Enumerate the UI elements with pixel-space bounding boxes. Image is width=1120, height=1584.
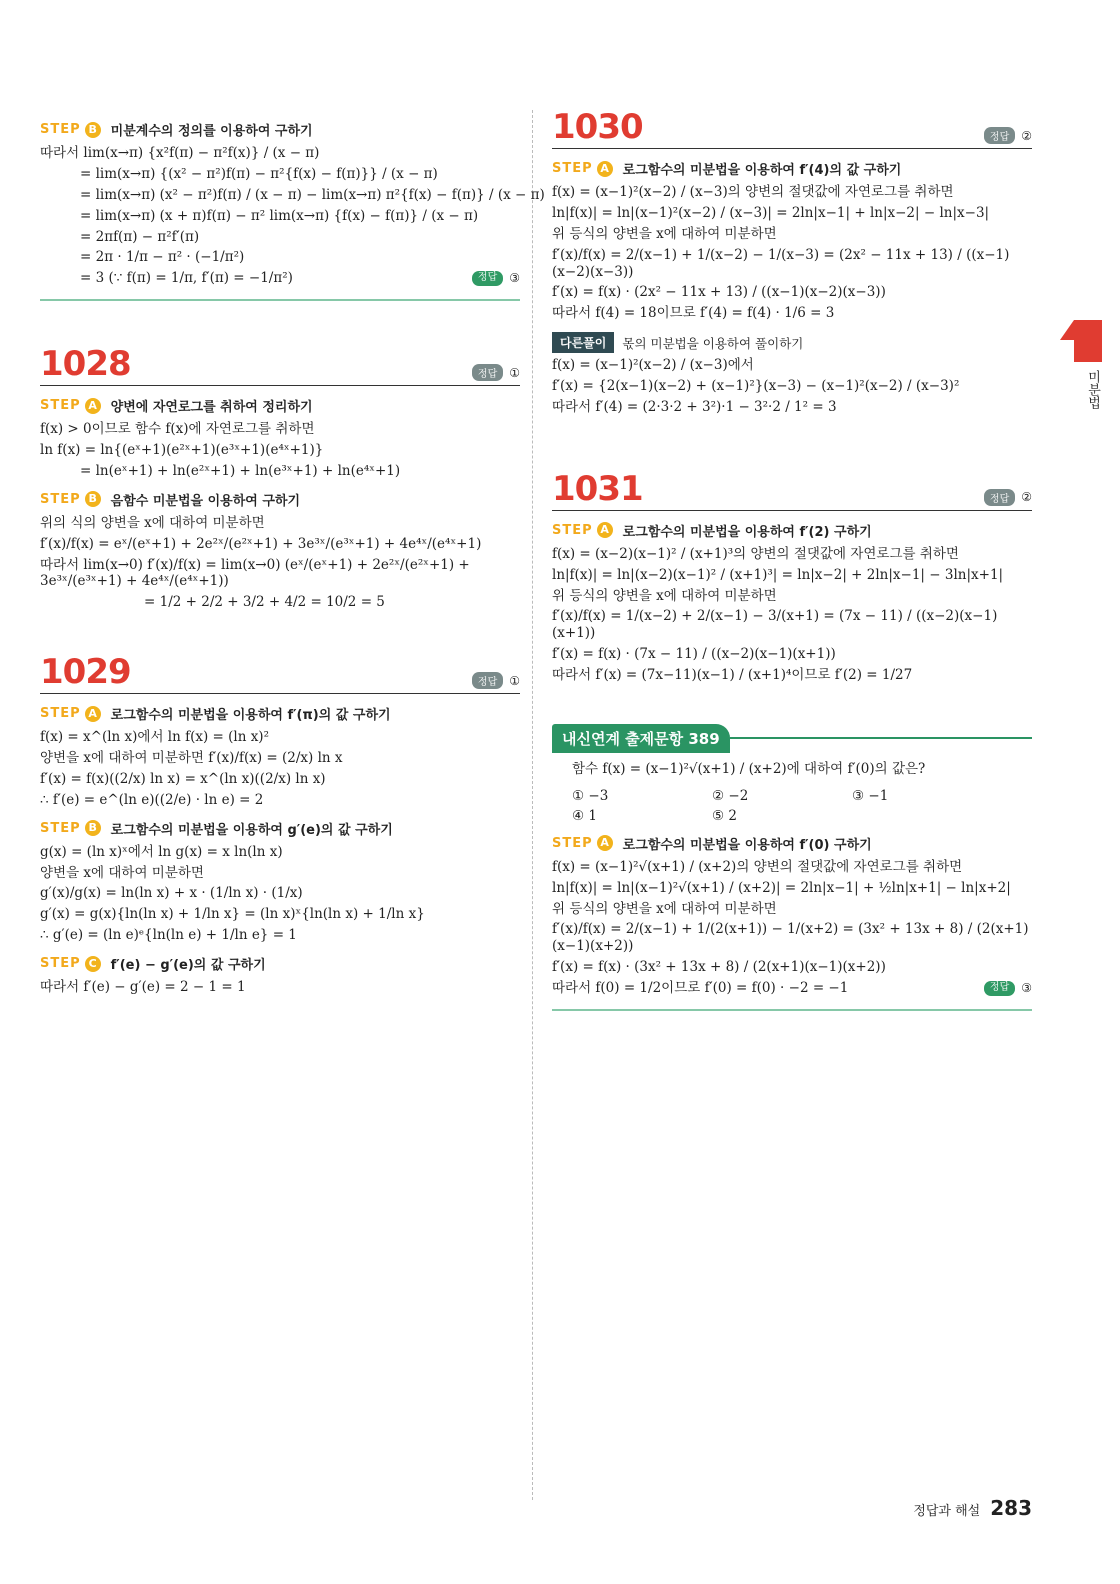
math-line: 따라서 lim(x→π) {x²f(π) − π²f(x)} / (x − π) <box>40 145 320 161</box>
math-line: 위 등식의 양변을 x에 대하여 미분하면 <box>552 900 777 917</box>
math-line: = lim(x→π) (x + π)f(π) − π² lim(x→π) {f(x) − f(π)} / (x − π) <box>80 207 479 224</box>
step-b-header: STEP B 로그함수의 미분법을 이용하여 g′(e)의 값 구하기 <box>40 820 393 838</box>
math-line: f(x) = (x−1)²(x−2) / (x−3)의 양변의 절댓값에 자연로그를 취하면 <box>552 184 954 200</box>
solution-1027-continued <box>40 120 545 301</box>
column-divider <box>532 110 533 1500</box>
problem-header <box>40 344 520 386</box>
math-line: f(x) = (x−1)²(x−2) / (x−3)에서 <box>552 357 754 374</box>
math-line: 위의 식의 양변을 x에 대하여 미분하면 <box>40 514 265 531</box>
math-line: ∴ g′(e) = (ln e)ᵉ{ln(ln e) + 1/ln e} = 1 <box>40 927 297 944</box>
problem-1031 <box>552 468 1032 684</box>
problem-1030 <box>552 107 1032 416</box>
alternative-solution-header: 다른풀이 몫의 미분법을 이용하여 풀이하기 <box>552 332 1032 353</box>
math-line: 따라서 f′(e) − g′(e) = 2 − 1 = 1 <box>40 979 246 995</box>
math-line: f(x) = x^(ln x)에서 ln f(x) = (ln x)² <box>40 729 269 746</box>
math-line-with-answer: 따라서 f(0) = 1/2이므로 f′(0) = f(0) · −2 = −1 정답 ③ <box>552 980 1032 996</box>
math-line: f′(x)/f(x) = eˣ/(eˣ+1) + 2e²ˣ/(e²ˣ+1) + 3e³ˣ/(e³ˣ+1) + 4e⁴ˣ/(e⁴ˣ+1) <box>40 535 482 552</box>
math-line: 따라서 f′(x) = (7x−11)(x−1) / (x+1)⁴이므로 f′(2) = 1/27 <box>552 667 913 683</box>
math-line: 위 등식의 양변을 x에 대하여 미분하면 <box>552 225 777 242</box>
problem-header <box>552 107 1032 149</box>
answer-marker: 정답 ① <box>472 364 520 381</box>
answer-marker: 정답 ③ <box>472 270 520 287</box>
math-line: = 2π · 1/π − π² · (−1/π²) <box>80 249 245 266</box>
problem-number: 1028 <box>40 344 131 385</box>
step-a-header: STEP A 로그함수의 미분법을 이용하여 f′(0) 구하기 <box>552 835 872 853</box>
choice: ④ 1 <box>572 807 597 824</box>
section-separator <box>40 299 520 301</box>
math-line: = lim(x→π) (x² − π²)f(π) / (x − π) − lim(x→π) π²{f(x) − f(π)} / (x − π) <box>80 186 545 203</box>
math-line: 따라서 f′(4) = (2·3·2 + 3²)·1 − 3²·2 / 1² = 3 <box>552 398 837 415</box>
step-a-header: STEP A 로그함수의 미분법을 이용하여 f′(4)의 값 구하기 <box>552 161 902 178</box>
step-a-header: STEP A 로그함수의 미분법을 이용하여 f′(2) 구하기 <box>552 522 872 540</box>
math-line: 위 등식의 양변을 x에 대하여 미분하면 <box>552 587 777 604</box>
math-line: ln|f(x)| = ln|(x−1)²√(x+1) / (x+2)| = 2ln|x−1| + ½ln|x+1| − ln|x+2| <box>552 879 1011 896</box>
math-line: = 2πf(π) − π²f′(π) <box>80 228 200 245</box>
answer-marker: 정답 ① <box>472 672 520 689</box>
math-line: = 1/2 + 2/2 + 3/2 + 4/2 = 10/2 = 5 <box>144 594 385 611</box>
chapter-tab <box>1074 320 1102 362</box>
exam-problem-389 <box>552 724 1032 1011</box>
math-line: g′(x) = g(x){ln(ln x) + 1/ln x} = (ln x)ˣ{ln(ln x) + 1/ln x} <box>40 906 425 923</box>
problem-number: 1029 <box>40 652 131 693</box>
answer-marker: 정답 ③ <box>984 980 1032 997</box>
choice: ⑤ 2 <box>712 807 737 824</box>
math-line: 양변을 x에 대하여 미분하면 f′(x)/f(x) = (2/x) ln x <box>40 750 343 766</box>
step-c-header: STEP C f′(e) − g′(e)의 값 구하기 <box>40 956 266 973</box>
left-column <box>40 110 545 1000</box>
math-line: f(x) > 0이므로 함수 f(x)에 자연로그를 취하면 <box>40 421 315 438</box>
problem-number: 1031 <box>552 468 643 509</box>
choice: ① −3 <box>572 787 609 804</box>
problem-header <box>552 468 1032 511</box>
math-line: 양변을 x에 대하여 미분하면 <box>40 864 204 881</box>
math-line: f(x) = (x−2)(x−1)² / (x+1)³의 양변의 절댓값에 자연로그를 취하면 <box>552 545 959 562</box>
math-line: f(x) = (x−1)²√(x+1) / (x+2)의 양변의 절댓값에 자연로그를 취하면 <box>552 858 963 875</box>
step-a-header: STEP A 양변에 자연로그를 취하여 정리하기 <box>40 398 313 416</box>
section-separator <box>552 1009 1032 1011</box>
math-line: f′(x) = f(x) · (7x − 11) / ((x−2)(x−1)(x+1)) <box>552 646 836 663</box>
answer-marker: 정답 ② <box>984 127 1032 144</box>
math-line: f′(x)/f(x) = 2/(x−1) + 1/(x−2) − 1/(x−3) = (2x² − 11x + 13) / ((x−1)(x−2)(x−3)) <box>552 246 1010 280</box>
problem-1028 <box>40 344 520 611</box>
math-line: f′(x) = f(x)((2/x) ln x) = x^(ln x)((2/x) ln x) <box>40 770 326 787</box>
math-line: ln|f(x)| = ln|(x−2)(x−1)² / (x+1)³| = ln|x−2| + 2ln|x−1| − 3ln|x+1| <box>552 566 1004 583</box>
footer-label: 정답과 해설 <box>913 1504 981 1519</box>
problem-1029 <box>40 652 520 996</box>
math-line: 따라서 lim(x→0) f′(x)/f(x) = lim(x→0) (eˣ/(eˣ+1) + 2e²ˣ/(e²ˣ+1) + 3e³ˣ/(e³ˣ+1) + 4e⁴ˣ/(e⁴ˣ+1)) <box>40 556 470 590</box>
math-line: f′(x) = f(x) · (2x² − 11x + 13) / ((x−1)(x−2)(x−3)) <box>552 284 886 301</box>
math-line: g(x) = (ln x)ˣ에서 ln g(x) = x ln(ln x) <box>40 843 283 860</box>
math-line: g′(x)/g(x) = ln(ln x) + x · (1/ln x) · (1/x) <box>40 885 303 902</box>
math-line: f′(x)/f(x) = 1/(x−2) + 2/(x−1) − 3/(x+1) = (7x − 11) / ((x−2)(x−1)(x+1)) <box>552 608 998 642</box>
chapter-tab-label: 미분법 <box>1085 370 1100 409</box>
math-line: = ln(eˣ+1) + ln(e²ˣ+1) + ln(e³ˣ+1) + ln(e⁴ˣ+1) <box>80 462 401 479</box>
math-line: 따라서 f(4) = 18이므로 f′(4) = f(4) · 1/6 = 3 <box>552 305 835 322</box>
problem-header <box>40 652 520 694</box>
exam-tag: 내신연계 출제문항 389 <box>552 724 730 753</box>
math-line-with-answer: = 3 (∵ f(π) = 1/π, f′(π) = −1/π²) 정답 ③ <box>80 270 520 287</box>
math-line: = lim(x→π) {(x² − π²)f(π) − π²{f(x) − f(π)}} / (x − π) <box>80 165 438 182</box>
step-b-header: STEP B 미분계수의 정의를 이용하여 구하기 <box>40 122 313 139</box>
step-a-header: STEP A 로그함수의 미분법을 이용하여 f′(π)의 값 구하기 <box>40 706 391 724</box>
answer-choices <box>572 788 1032 824</box>
math-line: f′(x) = {2(x−1)(x−2) + (x−1)²}(x−3) − (x−1)²(x−2) / (x−3)² <box>552 378 960 394</box>
exam-header <box>552 724 1032 753</box>
step-b-header: STEP B 음함수 미분법을 이용하여 구하기 <box>40 491 301 509</box>
math-line: ∴ f′(e) = e^(ln e)((2/e) · ln e) = 2 <box>40 791 264 808</box>
alt-solution-tag: 다른풀이 <box>552 332 614 353</box>
math-line: ln|f(x)| = ln|(x−1)²(x−2) / (x−3)| = 2ln|x−1| + ln|x−2| − ln|x−3| <box>552 204 990 221</box>
choice: ③ −1 <box>852 787 889 804</box>
page-number: 283 <box>990 1496 1032 1520</box>
math-line: ln f(x) = ln{(eˣ+1)(e²ˣ+1)(e³ˣ+1)(e⁴ˣ+1)} <box>40 442 324 458</box>
answer-marker: 정답 ② <box>984 489 1032 506</box>
math-line: f′(x)/f(x) = 2/(x−1) + 1/(2(x+1)) − 1/(x+2) = (3x² + 13x + 8) / (2(x+1)(x−1)(x+2)) <box>552 921 1029 955</box>
math-line: f′(x) = f(x) · (3x² + 13x + 8) / (2(x+1)(x−1)(x+2)) <box>552 959 886 976</box>
exam-question: 함수 f(x) = (x−1)²√(x+1) / (x+2)에 대하여 f′(0)의 값은? <box>572 760 926 777</box>
problem-number: 1030 <box>552 107 643 147</box>
right-column <box>552 107 1032 1011</box>
choice: ② −2 <box>712 787 749 804</box>
page-footer <box>913 1496 1032 1520</box>
